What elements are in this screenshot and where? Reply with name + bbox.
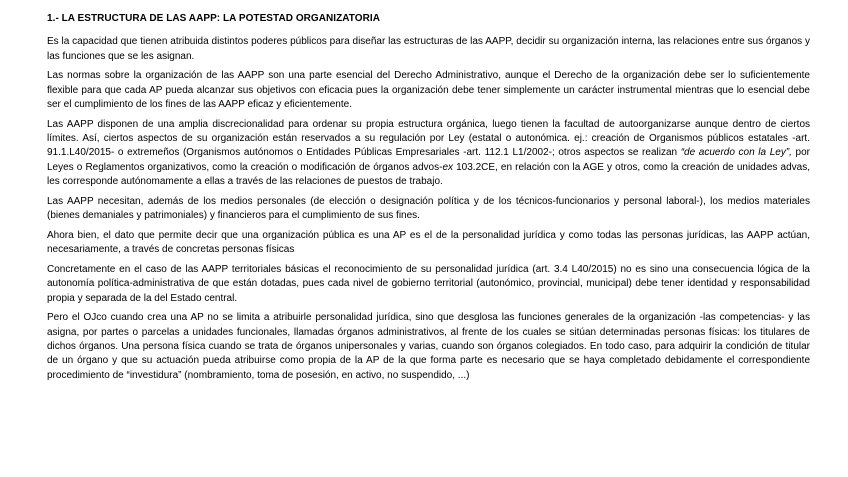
paragraph-territorial: Concretamente en el caso de las AAPP territoriales básicas el reconocimiento de su personalidad jurídica (art. 3.4 L40/2015) no es sino una consecuencia lógica de la autonomía política-administrativa de que están dotadas, pues cada nivel de gobierno territorial (autonómico, provincial, municipal) debe tener identidad y responsabilidad propia y separada de la del Estado central. [47,263,810,304]
paragraph-means: Las AAPP necesitan, además de los medios personales (de elección o designación política y de los técnicos-funcionarios y personal laboral-), los medios materiales (bienes demaniales y patrimoniales) y financieros para el cumplimiento de sus fines. [47,195,810,222]
paragraph-text-segment: 103.2CE, en relación con la AGE y otros, como la creación de unidades advas, les corresponde autónomamente a ellas a través de las relaciones de puestos de trabajo. [47,161,810,187]
document-page [47,12,810,388]
paragraph-discretionality [47,118,810,189]
paragraph-organization-norms: Las normas sobre la organización de las AAPP son una parte esencial del Derecho Administrativo, aunque el Derecho de la organización debe ser lo suficientemente flexible para que cada AP pueda alcanzar sus objetivos con eficacia pues la organización debe tener simplemente un carácter instrumental mientras que lo esencial debe ser el cumplimiento de los fines de las AAPP eficaz y eficientemente. [47,70,810,110]
paragraph-text-segment: por Leyes o Reglamentos organizativos, como la creación o modificación de órganos advos- [47,147,811,173]
paragraph-definition: Es la capacidad que tienen atribuida distintos poderes públicos para diseñar las estructuras de las AAPP, decidir su organización interna, las relaciones entre sus órganos y las funciones que se les asignan. [47,36,810,62]
section-heading: 1.- LA ESTRUCTURA DE LAS AAPP: LA POTESTAD ORGANIZATORIA [47,13,380,24]
paragraph-organs: Pero el OJco cuando crea una AP no se limita a atribuirle personalidad jurídica, sino que desglosa las funciones generales de la organización -las competencias- y las asigna, por partes o parcelas a unidades funcionales, llamadas órganos administrativos, al frente de los cuales se sitúan determinadas personas físicas: los titulares de dichos órganos. Una persona física cuando se trata de órganos unipersonales y varias, cuando son órganos colegiados. En todo caso, para adquirir la condición de titular de un órgano y que su actuación pueda atribuirse como propia de la AP de la que forma parte es necesario que se haya completado debidamente el correspondiente procedimiento de “investidura” (nombramiento, toma de posesión, en activo, no suspendido, ...) [47,312,810,381]
paragraph-legal-personality: Ahora bien, el dato que permite decir que una organización pública es una AP es el de la personalidad jurídica y como todas las personas jurídicas, las AAPP actúan, necesariamente, a través de concretas personas físicas [47,229,810,256]
italic-quote: “de acuerdo con la Ley”, [680,147,792,159]
italic-term: ex [442,161,454,173]
paragraph-text-segment: Las AAPP disponen de una amplia discrecionalidad para ordenar su propia estructura orgánica, luego tienen la facultad de autoorganizarse aunque dentro de ciertos límites. Así, ciertos aspectos de su organización están reservados a su regulación por Ley (estatal o autonómica. ej.: creación de Organismos públicos estatales -art. 91.1.L40/2015- o extremeños (Organismos autónomos o Entidades Públicas Empresariales -art. 112.1 L1/2002-; otros aspectos se realizan [47,118,810,159]
